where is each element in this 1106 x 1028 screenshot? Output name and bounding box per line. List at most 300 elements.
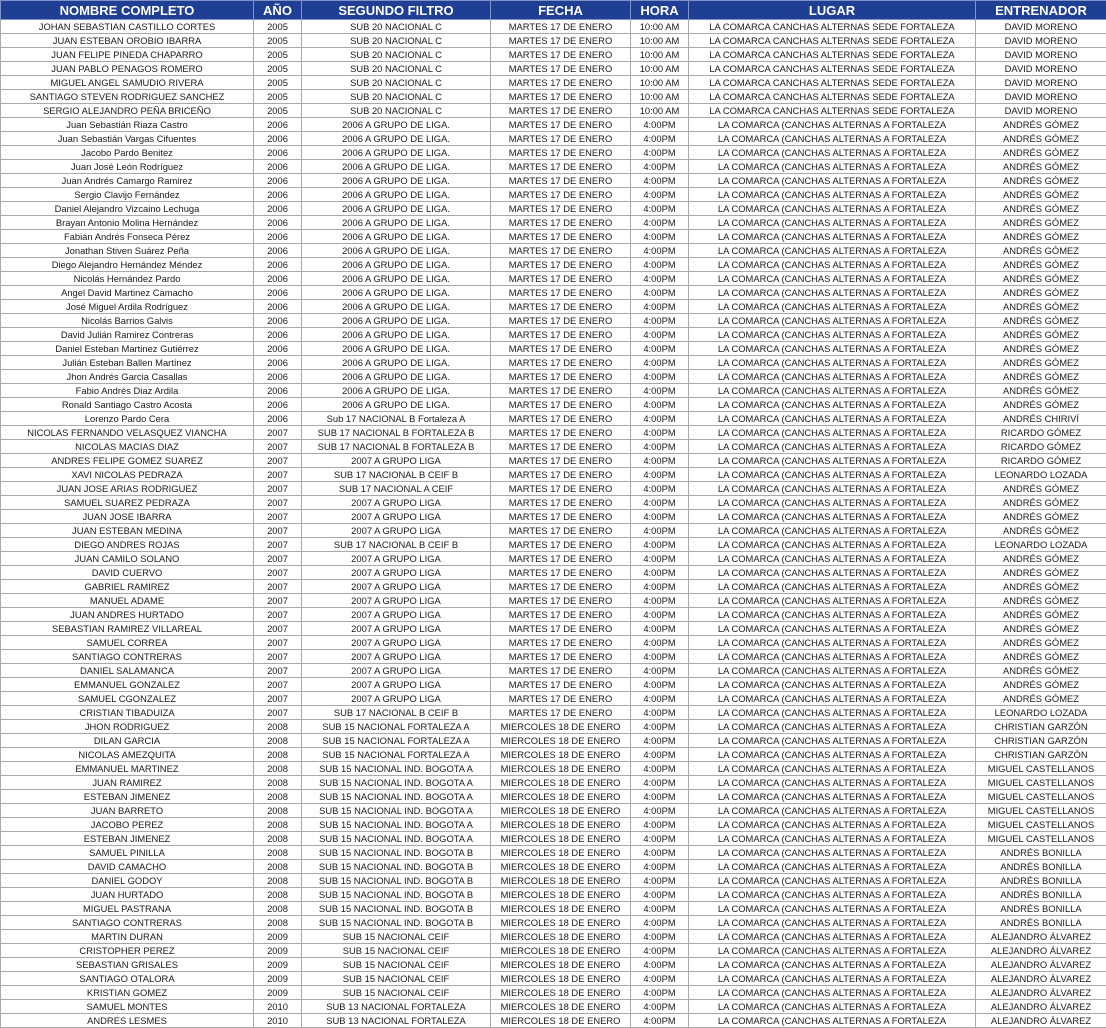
cell-fecha: MARTES 17 DE ENERO <box>491 76 631 90</box>
cell-ano: 2006 <box>254 244 302 258</box>
cell-hora: 4:00PM <box>631 944 689 958</box>
cell-segundo-filtro: 2006 A GRUPO DE LIGA. <box>302 216 491 230</box>
cell-ano: 2005 <box>254 48 302 62</box>
cell-ano: 2009 <box>254 930 302 944</box>
cell-fecha: MARTES 17 DE ENERO <box>491 398 631 412</box>
cell-segundo-filtro: 2007 A GRUPO LIGA <box>302 678 491 692</box>
cell-hora: 4:00PM <box>631 174 689 188</box>
cell-segundo-filtro: 2006 A GRUPO DE LIGA. <box>302 342 491 356</box>
cell-entrenador: ANDRÉS CHIRIVÍ <box>976 412 1106 426</box>
cell-entrenador: CHRISTIAN GARZÓN <box>976 734 1106 748</box>
cell-hora: 4:00PM <box>631 244 689 258</box>
cell-entrenador: MIGUEL CASTELLANOS <box>976 776 1106 790</box>
cell-segundo-filtro: SUB 17 NACIONAL A CEIF <box>302 482 491 496</box>
cell-entrenador: ALEJANDRO ÁLVAREZ <box>976 944 1106 958</box>
cell-hora: 4:00PM <box>631 1014 689 1028</box>
table-row <box>1 104 1106 118</box>
cell-nombre: SERGIO ALEJANDRO PEÑA BRICEÑO <box>1 104 254 118</box>
cell-entrenador: MIGUEL CASTELLANOS <box>976 832 1106 846</box>
cell-ano: 2006 <box>254 132 302 146</box>
cell-hora: 4:00PM <box>631 916 689 930</box>
cell-entrenador: DAVID MORENO <box>976 34 1106 48</box>
cell-nombre: CRISTOPHER PEREZ <box>1 944 254 958</box>
cell-lugar: LA COMARCA (CANCHAS ALTERNAS A FORTALEZA <box>689 174 976 188</box>
cell-nombre: DAVID CUERVO <box>1 566 254 580</box>
cell-lugar: LA COMARCA (CANCHAS ALTERNAS A FORTALEZA <box>689 244 976 258</box>
cell-hora: 4:00PM <box>631 384 689 398</box>
cell-entrenador: CHRISTIAN GARZÓN <box>976 748 1106 762</box>
cell-nombre: DILAN GARCIA <box>1 734 254 748</box>
cell-fecha: MIERCOLES 18 DE ENERO <box>491 776 631 790</box>
cell-hora: 4:00PM <box>631 748 689 762</box>
cell-ano: 2006 <box>254 188 302 202</box>
cell-hora: 4:00PM <box>631 440 689 454</box>
cell-lugar: LA COMARCA (CANCHAS ALTERNAS A FORTALEZA <box>689 538 976 552</box>
cell-lugar: LA COMARCA CANCHAS ALTERNAS SEDE FORTALEZA <box>689 48 976 62</box>
table-body <box>1 20 1106 1028</box>
table-row <box>1 1014 1106 1028</box>
cell-nombre: NICOLAS FERNANDO VELASQUEZ VIANCHA <box>1 426 254 440</box>
cell-lugar: LA COMARCA (CANCHAS ALTERNAS A FORTALEZA <box>689 818 976 832</box>
cell-ano: 2006 <box>254 202 302 216</box>
cell-segundo-filtro: SUB 17 NACIONAL B CEIF B <box>302 538 491 552</box>
cell-nombre: MANUEL ADAME <box>1 594 254 608</box>
cell-ano: 2007 <box>254 538 302 552</box>
cell-lugar: LA COMARCA (CANCHAS ALTERNAS A FORTALEZA <box>689 636 976 650</box>
cell-segundo-filtro: 2007 A GRUPO LIGA <box>302 650 491 664</box>
cell-segundo-filtro: SUB 17 NACIONAL B CEIF B <box>302 468 491 482</box>
cell-fecha: MIERCOLES 18 DE ENERO <box>491 832 631 846</box>
cell-entrenador: ANDRÉS GÓMEZ <box>976 286 1106 300</box>
cell-entrenador: ANDRÉS GÓMEZ <box>976 650 1106 664</box>
table-row <box>1 510 1106 524</box>
cell-ano: 2007 <box>254 692 302 706</box>
cell-hora: 4:00PM <box>631 664 689 678</box>
cell-hora: 4:00PM <box>631 566 689 580</box>
cell-nombre: Diego Alejandro Hernández Méndez <box>1 258 254 272</box>
cell-hora: 4:00PM <box>631 524 689 538</box>
cell-segundo-filtro: SUB 20 NACIONAL C <box>302 62 491 76</box>
cell-hora: 10:00 AM <box>631 90 689 104</box>
cell-ano: 2007 <box>254 622 302 636</box>
cell-ano: 2005 <box>254 20 302 34</box>
header-row <box>1 1 1106 20</box>
table-row <box>1 888 1106 902</box>
cell-lugar: LA COMARCA (CANCHAS ALTERNAS A FORTALEZA <box>689 1000 976 1014</box>
cell-nombre: Angel David Martinez Camacho <box>1 286 254 300</box>
cell-ano: 2006 <box>254 328 302 342</box>
cell-fecha: MARTES 17 DE ENERO <box>491 104 631 118</box>
cell-segundo-filtro: 2006 A GRUPO DE LIGA. <box>302 272 491 286</box>
cell-entrenador: ANDRÉS GÓMEZ <box>976 244 1106 258</box>
cell-ano: 2008 <box>254 762 302 776</box>
cell-nombre: ESTEBAN JIMENEZ <box>1 790 254 804</box>
cell-hora: 4:00PM <box>631 314 689 328</box>
cell-fecha: MIERCOLES 18 DE ENERO <box>491 734 631 748</box>
header-nombre-completo: NOMBRE COMPLETO <box>1 1 254 20</box>
cell-fecha: MARTES 17 DE ENERO <box>491 132 631 146</box>
cell-nombre: DANIEL GODOY <box>1 874 254 888</box>
cell-segundo-filtro: 2007 A GRUPO LIGA <box>302 594 491 608</box>
table-row <box>1 986 1106 1000</box>
cell-nombre: Juan Andrés Camargo Ramirez <box>1 174 254 188</box>
cell-hora: 4:00PM <box>631 202 689 216</box>
cell-fecha: MIERCOLES 18 DE ENERO <box>491 762 631 776</box>
cell-lugar: LA COMARCA (CANCHAS ALTERNAS A FORTALEZA <box>689 720 976 734</box>
cell-hora: 4:00PM <box>631 776 689 790</box>
table-row <box>1 132 1106 146</box>
cell-ano: 2007 <box>254 566 302 580</box>
cell-fecha: MARTES 17 DE ENERO <box>491 678 631 692</box>
cell-segundo-filtro: 2006 A GRUPO DE LIGA. <box>302 286 491 300</box>
cell-fecha: MIERCOLES 18 DE ENERO <box>491 860 631 874</box>
cell-ano: 2006 <box>254 412 302 426</box>
cell-segundo-filtro: 2006 A GRUPO DE LIGA. <box>302 188 491 202</box>
cell-fecha: MARTES 17 DE ENERO <box>491 174 631 188</box>
cell-hora: 10:00 AM <box>631 76 689 90</box>
cell-entrenador: ALEJANDRO ÁLVAREZ <box>976 958 1106 972</box>
cell-nombre: Daniel Esteban Martinez Gutiérrez <box>1 342 254 356</box>
cell-segundo-filtro: 2006 A GRUPO DE LIGA. <box>302 230 491 244</box>
cell-entrenador: ANDRÉS BONILLA <box>976 902 1106 916</box>
cell-hora: 10:00 AM <box>631 62 689 76</box>
header-segundo-filtro: SEGUNDO FILTRO <box>302 1 491 20</box>
cell-nombre: XAVI NICOLAS PEDRAZA <box>1 468 254 482</box>
cell-segundo-filtro: 2006 A GRUPO DE LIGA. <box>302 160 491 174</box>
cell-fecha: MARTES 17 DE ENERO <box>491 286 631 300</box>
cell-hora: 10:00 AM <box>631 34 689 48</box>
table-row <box>1 622 1106 636</box>
cell-lugar: LA COMARCA (CANCHAS ALTERNAS A FORTALEZA <box>689 650 976 664</box>
cell-fecha: MIERCOLES 18 DE ENERO <box>491 888 631 902</box>
cell-lugar: LA COMARCA (CANCHAS ALTERNAS A FORTALEZA <box>689 846 976 860</box>
cell-segundo-filtro: SUB 15 NACIONAL IND. BOGOTA A <box>302 804 491 818</box>
header-ano: AÑO <box>254 1 302 20</box>
table-row <box>1 734 1106 748</box>
cell-nombre: Sergio Clavijo Fernández <box>1 188 254 202</box>
table-row <box>1 874 1106 888</box>
cell-lugar: LA COMARCA CANCHAS ALTERNAS SEDE FORTALEZA <box>689 76 976 90</box>
cell-segundo-filtro: SUB 15 NACIONAL IND. BOGOTA B <box>302 888 491 902</box>
cell-segundo-filtro: 2006 A GRUPO DE LIGA. <box>302 300 491 314</box>
cell-nombre: MARTIN DURAN <box>1 930 254 944</box>
table-row <box>1 538 1106 552</box>
cell-lugar: LA COMARCA (CANCHAS ALTERNAS A FORTALEZA <box>689 552 976 566</box>
cell-hora: 4:00PM <box>631 370 689 384</box>
cell-hora: 4:00PM <box>631 804 689 818</box>
cell-ano: 2008 <box>254 790 302 804</box>
cell-entrenador: ANDRÉS GÓMEZ <box>976 552 1106 566</box>
cell-nombre: ESTEBAN JIMENEZ <box>1 832 254 846</box>
cell-ano: 2007 <box>254 496 302 510</box>
cell-hora: 4:00PM <box>631 272 689 286</box>
table-row <box>1 230 1106 244</box>
cell-lugar: LA COMARCA (CANCHAS ALTERNAS A FORTALEZA <box>689 160 976 174</box>
cell-nombre: JACOBO PEREZ <box>1 818 254 832</box>
cell-segundo-filtro: SUB 15 NACIONAL CEIF <box>302 986 491 1000</box>
cell-lugar: LA COMARCA (CANCHAS ALTERNAS A FORTALEZA <box>689 440 976 454</box>
cell-hora: 4:00PM <box>631 342 689 356</box>
cell-lugar: LA COMARCA (CANCHAS ALTERNAS A FORTALEZA <box>689 748 976 762</box>
cell-nombre: JUAN JOSE ARIAS RODRIGUEZ <box>1 482 254 496</box>
cell-segundo-filtro: SUB 15 NACIONAL FORTALEZA A <box>302 720 491 734</box>
cell-hora: 4:00PM <box>631 160 689 174</box>
cell-fecha: MARTES 17 DE ENERO <box>491 300 631 314</box>
cell-entrenador: ANDRÉS BONILLA <box>976 860 1106 874</box>
table-row <box>1 300 1106 314</box>
cell-fecha: MARTES 17 DE ENERO <box>491 118 631 132</box>
cell-entrenador: ANDRÉS GÓMEZ <box>976 230 1106 244</box>
table-row <box>1 818 1106 832</box>
table-row <box>1 958 1106 972</box>
cell-lugar: LA COMARCA (CANCHAS ALTERNAS A FORTALEZA <box>689 860 976 874</box>
cell-ano: 2006 <box>254 342 302 356</box>
cell-entrenador: ANDRÉS GÓMEZ <box>976 370 1106 384</box>
cell-ano: 2007 <box>254 454 302 468</box>
table-row <box>1 412 1106 426</box>
table-row <box>1 636 1106 650</box>
header-entrenador: ENTRENADOR <box>976 1 1106 20</box>
cell-lugar: LA COMARCA (CANCHAS ALTERNAS A FORTALEZA <box>689 972 976 986</box>
cell-segundo-filtro: 2006 A GRUPO DE LIGA. <box>302 370 491 384</box>
cell-nombre: JOHAN SEBASTIAN CASTILLO CORTES <box>1 20 254 34</box>
cell-ano: 2008 <box>254 902 302 916</box>
cell-entrenador: CHRISTIAN GARZÓN <box>976 720 1106 734</box>
cell-ano: 2007 <box>254 482 302 496</box>
cell-ano: 2006 <box>254 216 302 230</box>
table-row <box>1 48 1106 62</box>
cell-segundo-filtro: 2006 A GRUPO DE LIGA. <box>302 258 491 272</box>
cell-segundo-filtro: SUB 15 NACIONAL IND. BOGOTA A <box>302 762 491 776</box>
cell-fecha: MARTES 17 DE ENERO <box>491 552 631 566</box>
cell-nombre: EMMANUEL GONZALEZ <box>1 678 254 692</box>
cell-nombre: NICOLAS AMEZQUITA <box>1 748 254 762</box>
cell-fecha: MARTES 17 DE ENERO <box>491 160 631 174</box>
cell-fecha: MARTES 17 DE ENERO <box>491 20 631 34</box>
cell-segundo-filtro: SUB 15 NACIONAL IND. BOGOTA B <box>302 846 491 860</box>
table-row <box>1 342 1106 356</box>
cell-entrenador: DAVID MORENO <box>976 90 1106 104</box>
cell-fecha: MARTES 17 DE ENERO <box>491 664 631 678</box>
cell-segundo-filtro: 2006 A GRUPO DE LIGA. <box>302 384 491 398</box>
cell-ano: 2008 <box>254 888 302 902</box>
cell-ano: 2006 <box>254 272 302 286</box>
cell-hora: 4:00PM <box>631 356 689 370</box>
table-row <box>1 174 1106 188</box>
cell-fecha: MIERCOLES 18 DE ENERO <box>491 818 631 832</box>
cell-entrenador: ANDRÉS GÓMEZ <box>976 678 1106 692</box>
cell-segundo-filtro: 2007 A GRUPO LIGA <box>302 454 491 468</box>
cell-fecha: MIERCOLES 18 DE ENERO <box>491 1000 631 1014</box>
cell-lugar: LA COMARCA (CANCHAS ALTERNAS A FORTALEZA <box>689 510 976 524</box>
cell-ano: 2005 <box>254 34 302 48</box>
cell-fecha: MARTES 17 DE ENERO <box>491 706 631 720</box>
table-row <box>1 188 1106 202</box>
cell-entrenador: ALEJANDRO ÁLVAREZ <box>976 1014 1106 1028</box>
cell-nombre: JUAN ANDRES HURTADO <box>1 608 254 622</box>
cell-ano: 2009 <box>254 958 302 972</box>
cell-entrenador: DAVID MORENO <box>976 104 1106 118</box>
cell-nombre: JHON RODRIGUEZ <box>1 720 254 734</box>
cell-segundo-filtro: 2006 A GRUPO DE LIGA. <box>302 398 491 412</box>
cell-entrenador: RICARDO GÓMEZ <box>976 440 1106 454</box>
table-row <box>1 524 1106 538</box>
cell-nombre: Fabián Andrés Fonseca Pérez <box>1 230 254 244</box>
cell-fecha: MIERCOLES 18 DE ENERO <box>491 902 631 916</box>
cell-segundo-filtro: 2007 A GRUPO LIGA <box>302 496 491 510</box>
cell-lugar: LA COMARCA (CANCHAS ALTERNAS A FORTALEZA <box>689 622 976 636</box>
table-row <box>1 356 1106 370</box>
cell-hora: 4:00PM <box>631 538 689 552</box>
cell-nombre: SAMUEL CGONZALEZ <box>1 692 254 706</box>
table-row <box>1 440 1106 454</box>
cell-ano: 2010 <box>254 1000 302 1014</box>
cell-segundo-filtro: Sub 17 NACIONAL B Fortaleza A <box>302 412 491 426</box>
cell-lugar: LA COMARCA (CANCHAS ALTERNAS A FORTALEZA <box>689 594 976 608</box>
cell-fecha: MARTES 17 DE ENERO <box>491 496 631 510</box>
cell-fecha: MIERCOLES 18 DE ENERO <box>491 720 631 734</box>
cell-segundo-filtro: 2006 A GRUPO DE LIGA. <box>302 174 491 188</box>
cell-fecha: MARTES 17 DE ENERO <box>491 314 631 328</box>
cell-fecha: MARTES 17 DE ENERO <box>491 188 631 202</box>
cell-hora: 4:00PM <box>631 636 689 650</box>
cell-nombre: SANTIAGO STEVEN RODRIGUEZ SANCHEZ <box>1 90 254 104</box>
cell-lugar: LA COMARCA (CANCHAS ALTERNAS A FORTALEZA <box>689 902 976 916</box>
cell-nombre: Juan Sebastián Riaza Castro <box>1 118 254 132</box>
cell-ano: 2008 <box>254 776 302 790</box>
cell-ano: 2006 <box>254 230 302 244</box>
cell-fecha: MARTES 17 DE ENERO <box>491 328 631 342</box>
cell-nombre: JUAN BARRETO <box>1 804 254 818</box>
cell-lugar: LA COMARCA (CANCHAS ALTERNAS A FORTALEZA <box>689 790 976 804</box>
cell-fecha: MARTES 17 DE ENERO <box>491 370 631 384</box>
cell-fecha: MARTES 17 DE ENERO <box>491 594 631 608</box>
cell-nombre: Jhon Andrés Garcia Casallas <box>1 370 254 384</box>
cell-lugar: LA COMARCA (CANCHAS ALTERNAS A FORTALEZA <box>689 524 976 538</box>
cell-entrenador: MIGUEL CASTELLANOS <box>976 818 1106 832</box>
cell-ano: 2007 <box>254 678 302 692</box>
cell-fecha: MARTES 17 DE ENERO <box>491 650 631 664</box>
cell-hora: 4:00PM <box>631 720 689 734</box>
cell-lugar: LA COMARCA (CANCHAS ALTERNAS A FORTALEZA <box>689 132 976 146</box>
cell-nombre: MIGUEL ANGEL SAMUDIO RIVERA <box>1 76 254 90</box>
cell-nombre: Jonathan Stiven Suárez Peña <box>1 244 254 258</box>
cell-fecha: MARTES 17 DE ENERO <box>491 216 631 230</box>
table-row <box>1 1000 1106 1014</box>
cell-fecha: MIERCOLES 18 DE ENERO <box>491 972 631 986</box>
table-row <box>1 552 1106 566</box>
cell-lugar: LA COMARCA (CANCHAS ALTERNAS A FORTALEZA <box>689 468 976 482</box>
table-row <box>1 692 1106 706</box>
table-row <box>1 706 1106 720</box>
cell-lugar: LA COMARCA (CANCHAS ALTERNAS A FORTALEZA <box>689 986 976 1000</box>
cell-segundo-filtro: 2007 A GRUPO LIGA <box>302 608 491 622</box>
cell-entrenador: MIGUEL CASTELLANOS <box>976 762 1106 776</box>
cell-hora: 4:00PM <box>631 580 689 594</box>
cell-ano: 2008 <box>254 818 302 832</box>
cell-segundo-filtro: SUB 15 NACIONAL FORTALEZA A <box>302 734 491 748</box>
cell-entrenador: ALEJANDRO ÁLVAREZ <box>976 1000 1106 1014</box>
cell-segundo-filtro: 2006 A GRUPO DE LIGA. <box>302 118 491 132</box>
cell-segundo-filtro: SUB 13 NACIONAL FORTALEZA <box>302 1014 491 1028</box>
cell-nombre: JUAN FELIPE PINEDA CHAPARRO <box>1 48 254 62</box>
table-row <box>1 398 1106 412</box>
cell-hora: 4:00PM <box>631 832 689 846</box>
cell-ano: 2007 <box>254 650 302 664</box>
cell-ano: 2006 <box>254 286 302 300</box>
cell-nombre: DAVID CAMACHO <box>1 860 254 874</box>
cell-ano: 2007 <box>254 524 302 538</box>
cell-entrenador: ANDRÉS GÓMEZ <box>976 398 1106 412</box>
cell-lugar: LA COMARCA (CANCHAS ALTERNAS A FORTALEZA <box>689 930 976 944</box>
cell-segundo-filtro: SUB 15 NACIONAL IND. BOGOTA A <box>302 832 491 846</box>
cell-fecha: MARTES 17 DE ENERO <box>491 48 631 62</box>
cell-lugar: LA COMARCA CANCHAS ALTERNAS SEDE FORTALEZA <box>689 20 976 34</box>
cell-nombre: SAMUEL SUAREZ PEDRAZA <box>1 496 254 510</box>
cell-entrenador: ANDRÉS GÓMEZ <box>976 118 1106 132</box>
cell-ano: 2006 <box>254 174 302 188</box>
table-row <box>1 160 1106 174</box>
cell-ano: 2007 <box>254 426 302 440</box>
cell-hora: 4:00PM <box>631 132 689 146</box>
cell-entrenador: ALEJANDRO ÁLVAREZ <box>976 986 1106 1000</box>
cell-entrenador: DAVID MORENO <box>976 76 1106 90</box>
cell-fecha: MIERCOLES 18 DE ENERO <box>491 930 631 944</box>
cell-hora: 4:00PM <box>631 328 689 342</box>
table-row <box>1 62 1106 76</box>
cell-entrenador: LEONARDO LOZADA <box>976 538 1106 552</box>
cell-lugar: LA COMARCA (CANCHAS ALTERNAS A FORTALEZA <box>689 804 976 818</box>
cell-lugar: LA COMARCA (CANCHAS ALTERNAS A FORTALEZA <box>689 118 976 132</box>
cell-ano: 2007 <box>254 594 302 608</box>
cell-hora: 4:00PM <box>631 678 689 692</box>
header-hora: HORA <box>631 1 689 20</box>
cell-segundo-filtro: SUB 15 NACIONAL IND. BOGOTA A <box>302 790 491 804</box>
cell-lugar: LA COMARCA (CANCHAS ALTERNAS A FORTALEZA <box>689 188 976 202</box>
cell-ano: 2007 <box>254 636 302 650</box>
cell-nombre: JUAN ESTEBAN MEDINA <box>1 524 254 538</box>
cell-segundo-filtro: SUB 20 NACIONAL C <box>302 76 491 90</box>
cell-entrenador: ANDRÉS GÓMEZ <box>976 384 1106 398</box>
cell-hora: 4:00PM <box>631 552 689 566</box>
table-row <box>1 34 1106 48</box>
cell-lugar: LA COMARCA (CANCHAS ALTERNAS A FORTALEZA <box>689 608 976 622</box>
cell-hora: 4:00PM <box>631 986 689 1000</box>
cell-nombre: José Miguel Ardila Rodríguez <box>1 300 254 314</box>
cell-hora: 4:00PM <box>631 594 689 608</box>
cell-hora: 4:00PM <box>631 188 689 202</box>
table-row <box>1 846 1106 860</box>
cell-nombre: JUAN ESTEBAN OROBIO IBARRA <box>1 34 254 48</box>
cell-hora: 4:00PM <box>631 622 689 636</box>
cell-ano: 2006 <box>254 384 302 398</box>
cell-fecha: MIERCOLES 18 DE ENERO <box>491 790 631 804</box>
cell-lugar: LA COMARCA (CANCHAS ALTERNAS A FORTALEZA <box>689 734 976 748</box>
cell-nombre: Daniel Alejandro Vizcaino Lechuga <box>1 202 254 216</box>
cell-nombre: JUAN JOSE IBARRA <box>1 510 254 524</box>
cell-lugar: LA COMARCA (CANCHAS ALTERNAS A FORTALEZA <box>689 678 976 692</box>
cell-nombre: Lorenzo Pardo Cera <box>1 412 254 426</box>
table-row <box>1 860 1106 874</box>
cell-ano: 2006 <box>254 398 302 412</box>
cell-nombre: Juan Sebastián Vargas Cifuentes <box>1 132 254 146</box>
cell-ano: 2009 <box>254 944 302 958</box>
cell-hora: 4:00PM <box>631 972 689 986</box>
cell-segundo-filtro: 2006 A GRUPO DE LIGA. <box>302 202 491 216</box>
cell-ano: 2008 <box>254 804 302 818</box>
cell-ano: 2005 <box>254 90 302 104</box>
cell-lugar: LA COMARCA (CANCHAS ALTERNAS A FORTALEZA <box>689 1014 976 1028</box>
